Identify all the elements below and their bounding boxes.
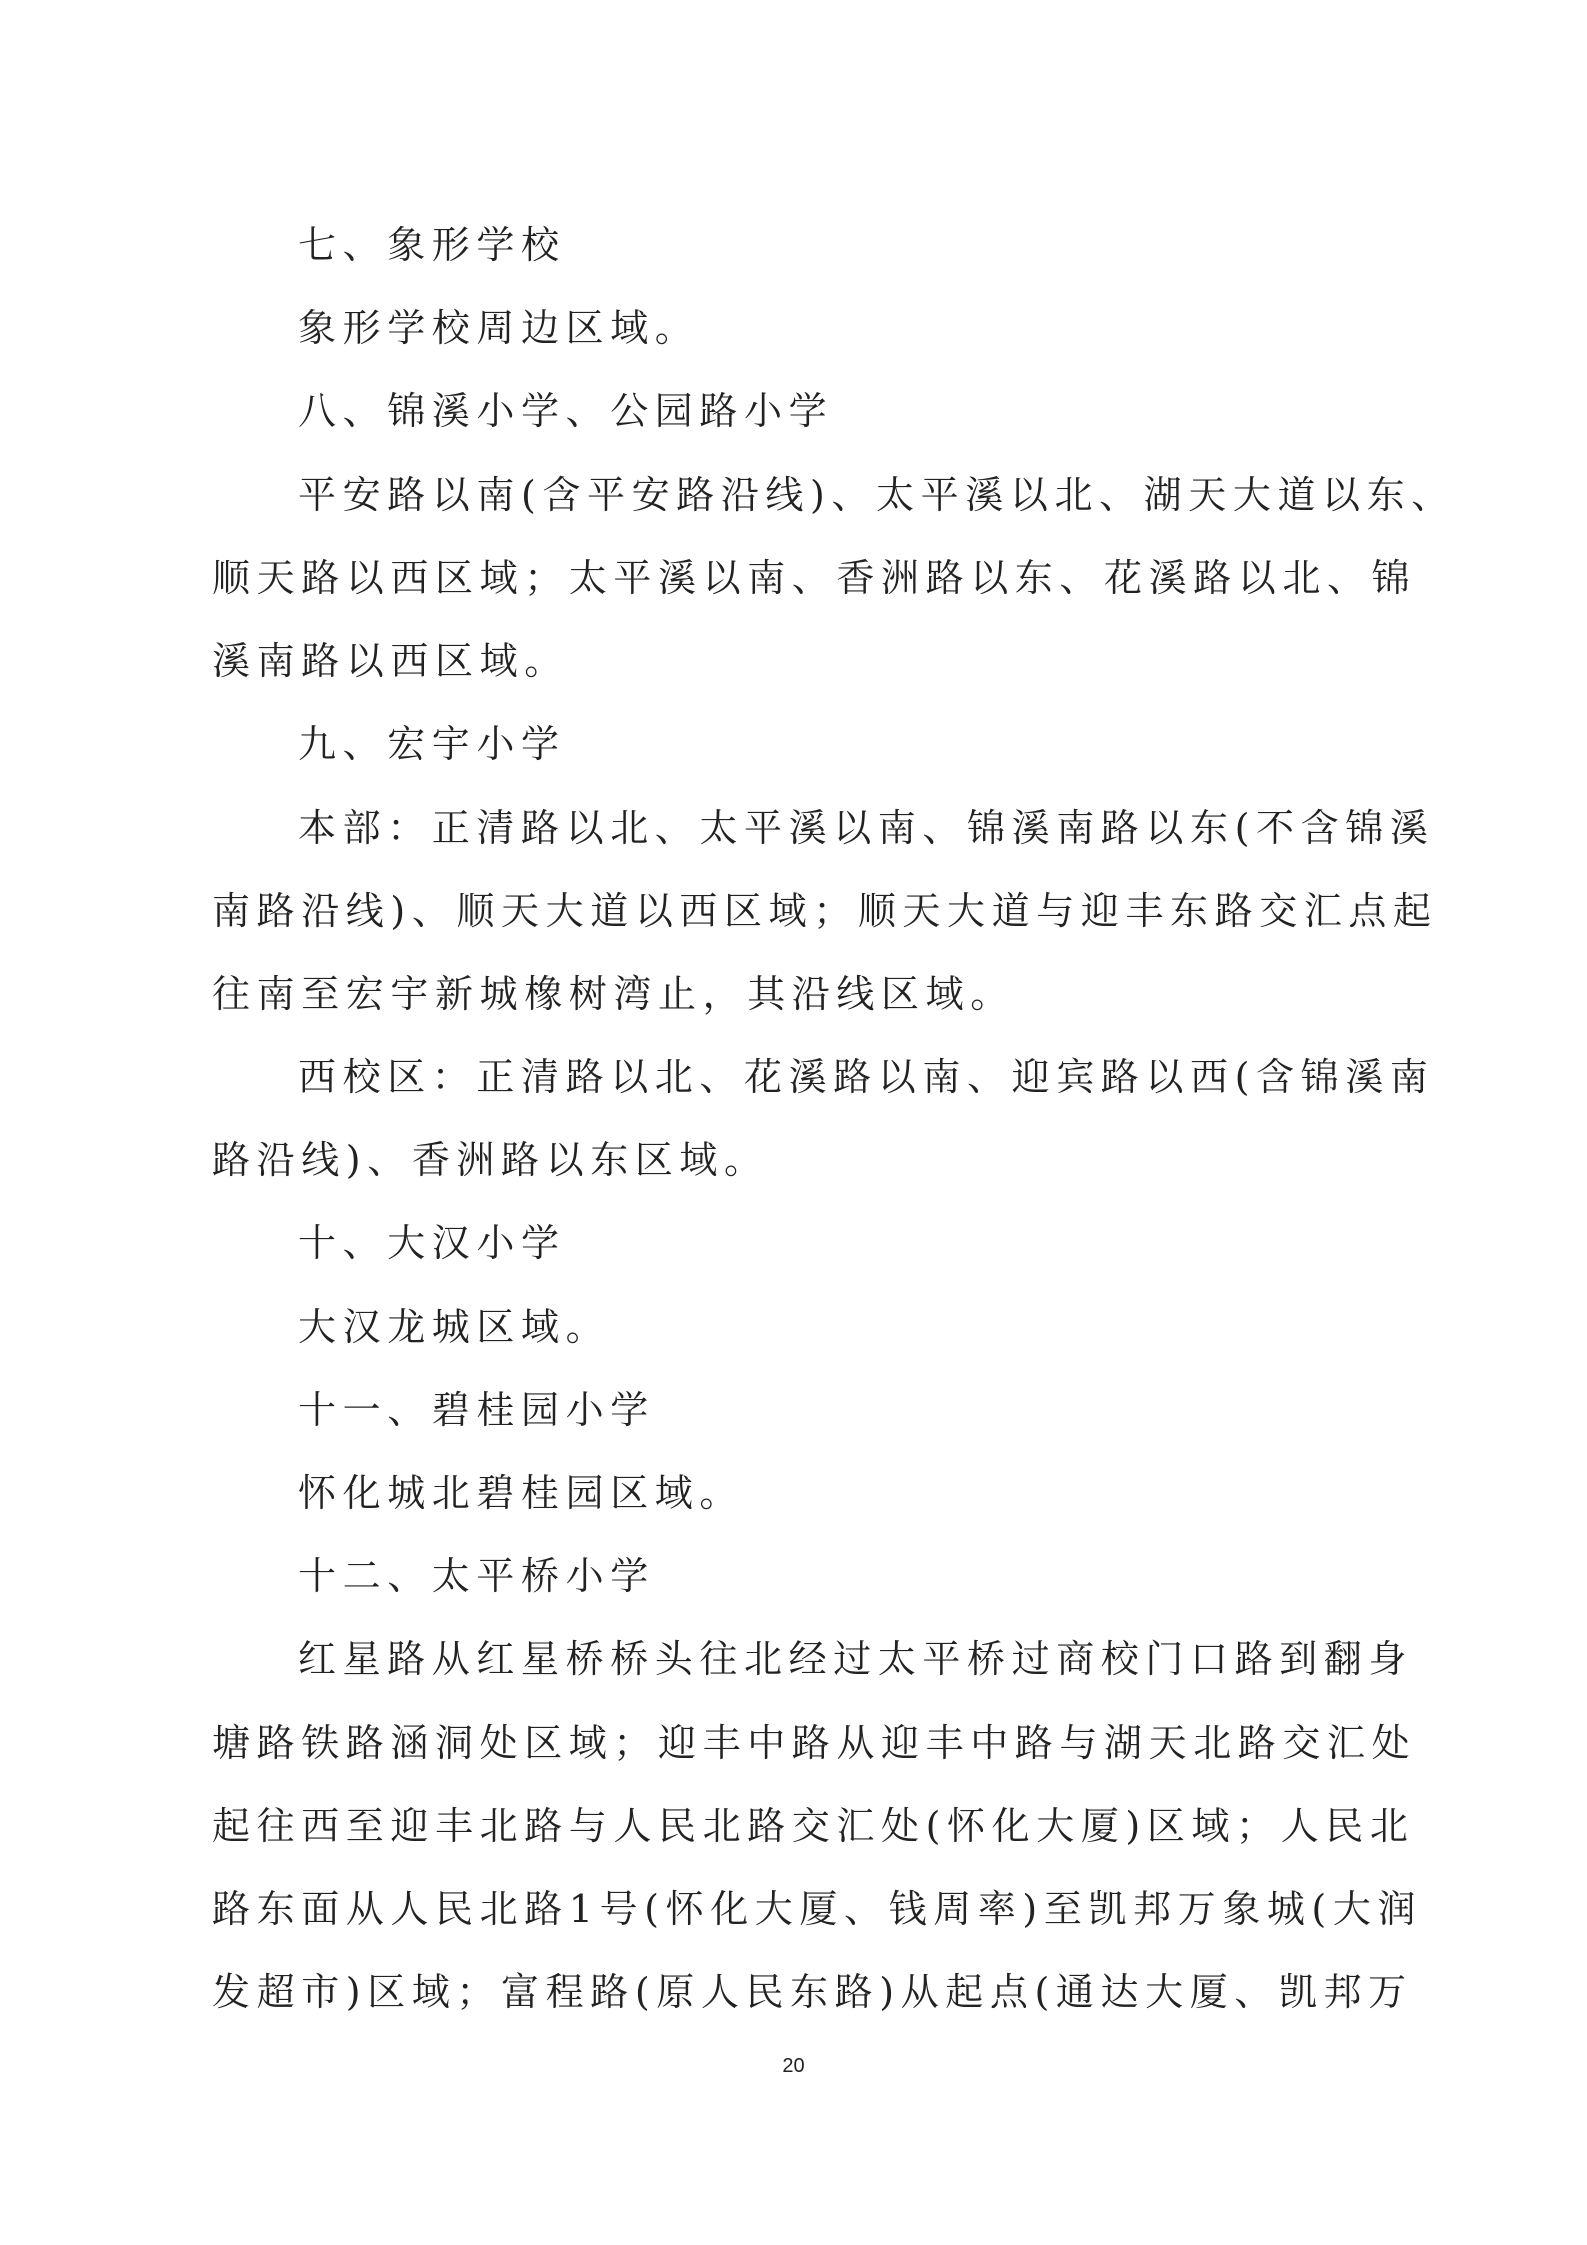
paragraph-line: 南路沿线)、顺天大道以西区域；顺天大道与迎丰东路交汇点起: [212, 889, 1438, 933]
paragraph-line: 本部：正清路以北、太平溪以南、锦溪南路以东(不含锦溪: [298, 806, 1435, 850]
section-heading-11: 十一、碧桂园小学: [298, 1388, 655, 1432]
section-heading-8: 八、锦溪小学、公园路小学: [298, 389, 834, 433]
paragraph-line: 怀化城北碧桂园区域。: [298, 1471, 745, 1515]
section-heading-10: 十、大汉小学: [298, 1221, 566, 1265]
paragraph-line: 路沿线)、香洲路以东区域。: [212, 1138, 769, 1182]
paragraph-line: 塘路铁路涵洞处区域；迎丰中路从迎丰中路与湖天北路交汇处: [212, 1721, 1417, 1765]
paragraph-line: 西校区：正清路以北、花溪路以南、迎宾路以西(含锦溪南: [298, 1055, 1435, 1099]
paragraph-line: 溪南路以西区域。: [212, 639, 569, 683]
paragraph-line: 起往西至迎丰北路与人民北路交汇处(怀化大厦)区域；人民北: [212, 1804, 1415, 1848]
paragraph-line: 顺天路以西区域；太平溪以南、香洲路以东、花溪路以北、锦: [212, 556, 1417, 600]
paragraph-line: 往南至宏宇新城橡树湾止，其沿线区域。: [212, 972, 1015, 1016]
paragraph-line: 红星路从红星桥桥头往北经过太平桥过商校门口路到翻身: [298, 1637, 1414, 1681]
section-heading-9: 九、宏宇小学: [298, 722, 566, 766]
paragraph-line: 发超市)区域；富程路(原人民东路)从起点(通达大厦、凯邦万: [212, 1970, 1413, 2014]
paragraph-line: 路东面从人民北路1号(怀化大厦、钱周率)至凯邦万象城(大润: [212, 1887, 1423, 1931]
paragraph-line: 大汉龙城区域。: [298, 1305, 611, 1349]
section-heading-12: 十二、太平桥小学: [298, 1554, 655, 1598]
paragraph-line: 平安路以南(含平安路沿线)、太平溪以北、湖天大道以东、: [298, 473, 1456, 517]
paragraph-line: 象形学校周边区域。: [298, 306, 700, 350]
page-number: 20: [782, 2055, 805, 2077]
section-heading-7: 七、象形学校: [298, 223, 566, 267]
